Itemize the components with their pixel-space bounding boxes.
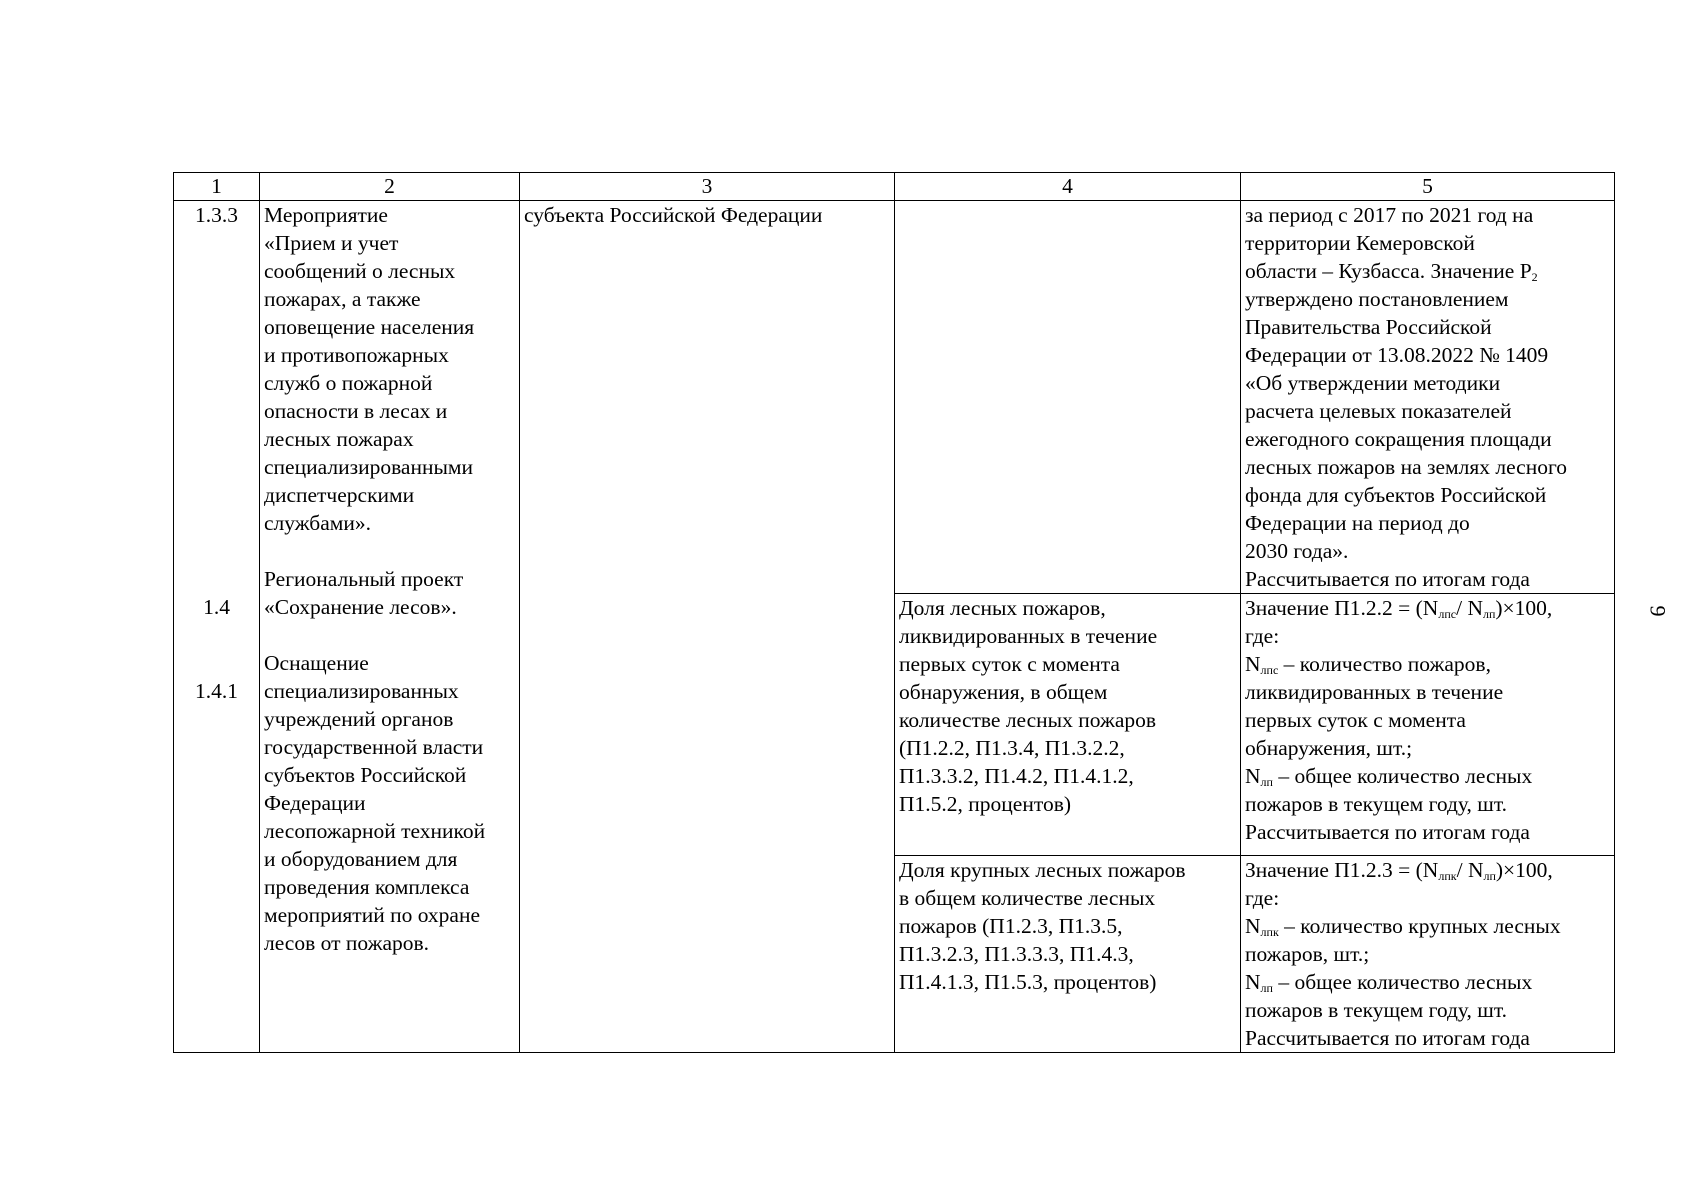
responsible-cell <box>520 201 895 1053</box>
formula-where: где: <box>1245 886 1280 910</box>
formula-definition: $N_{лпк}$ – количество крупных лесных пожаров, шт.; <box>1245 914 1561 966</box>
formula-definition: $N_{лпс}$ – количество пожаров, ликвидированных в течение первых суток с момента обнаружения, шт.; <box>1245 652 1504 760</box>
indicator-table <box>173 172 1615 1053</box>
empty-indicator-cell <box>895 201 1241 594</box>
item-number-cell <box>174 201 260 1053</box>
item-number: 1.4.1 <box>195 679 238 703</box>
formula-cell <box>1241 594 1615 856</box>
formula-where: где: <box>1245 624 1280 648</box>
equipment-description: Оснащение специализированных учреждений органов государственной власти субъектов Российской Федерации лесопожарной техникой и оборудованием для проведения комплекса мероприятий по охране лесов от пожаров. <box>264 651 486 955</box>
item-description-cell <box>260 201 520 1053</box>
header-col-2: 2 <box>260 173 520 201</box>
header-col-4: 4 <box>895 173 1241 201</box>
indicator-cell <box>895 856 1241 1053</box>
header-col-5: 5 <box>1241 173 1615 201</box>
formula-cell <box>1241 856 1615 1053</box>
header-col-3: 3 <box>520 173 895 201</box>
indicator-text: Доля лесных пожаров, ликвидированных в течение первых суток с момента обнаружения, в общем количестве лесных пожаров (П1.2.2, П1.3.4, П1.3.2.2, П1.3.3.2, П1.4.2, П1.4.1.2, П1.5.2, процентов) <box>899 596 1158 816</box>
calculation-note: Рассчитывается по итогам года <box>1245 1026 1530 1050</box>
table-header-row <box>174 173 1615 201</box>
indicator-text: Доля крупных лесных пожаров в общем количестве лесных пожаров (П1.2.3, П1.3.5, П1.3.2.3, П1.3.3.3, П1.4.3, П1.4.1.3, П1.5.3, процентов) <box>899 858 1186 994</box>
responsible-text: субъекта Российской Федерации <box>524 203 823 227</box>
formula-line: Значение $П1.2.3 = (N_{лпк}/$ $N_{лп})\times 100$, <box>1245 858 1553 883</box>
formula-definition: $N_{лп}$ – общее количество лесных пожаров в текущем году, шт. <box>1245 764 1533 816</box>
event-description: Мероприятие «Прием и учет сообщений о лесных пожарах, а также оповещение населения и противопожарных служб о пожарной опасности в лесах и лесных пожарах специализированными диспетчерскими службами». <box>264 203 475 535</box>
header-col-1: 1 <box>174 173 260 201</box>
item-number: 1.3.3 <box>195 203 238 227</box>
table-row <box>174 201 1615 594</box>
methodology-text: за период с 2017 по 2021 год на территории Кемеровской области – Кузбасса. Значение $P_2$ утверждено постановлением Правительства Российской Федерации от 13.08.2022 № 1409 «Об утверждении методики расчета целевых показателей ежегодного сокращения площади лесных пожаров на землях лесного фонда для субъектов Российской Федерации на период до 2030 года». Рассчитывается по итогам года <box>1245 203 1568 591</box>
item-number: 1.4 <box>203 595 230 619</box>
formula-definition: $N_{лп}$ – общее количество лесных пожаров в текущем году, шт. <box>1245 970 1533 1022</box>
calculation-note: Рассчитывается по итогам года <box>1245 820 1530 844</box>
page-number: 9 <box>1645 605 1671 617</box>
formula-line: Значение $П1.2.2 = (N_{лпс}/$ $N_{лп})\times 100$, <box>1245 596 1553 621</box>
indicator-cell <box>895 594 1241 856</box>
methodology-cell <box>1241 201 1615 594</box>
regional-project-name: Региональный проект «Сохранение лесов». <box>264 567 464 619</box>
